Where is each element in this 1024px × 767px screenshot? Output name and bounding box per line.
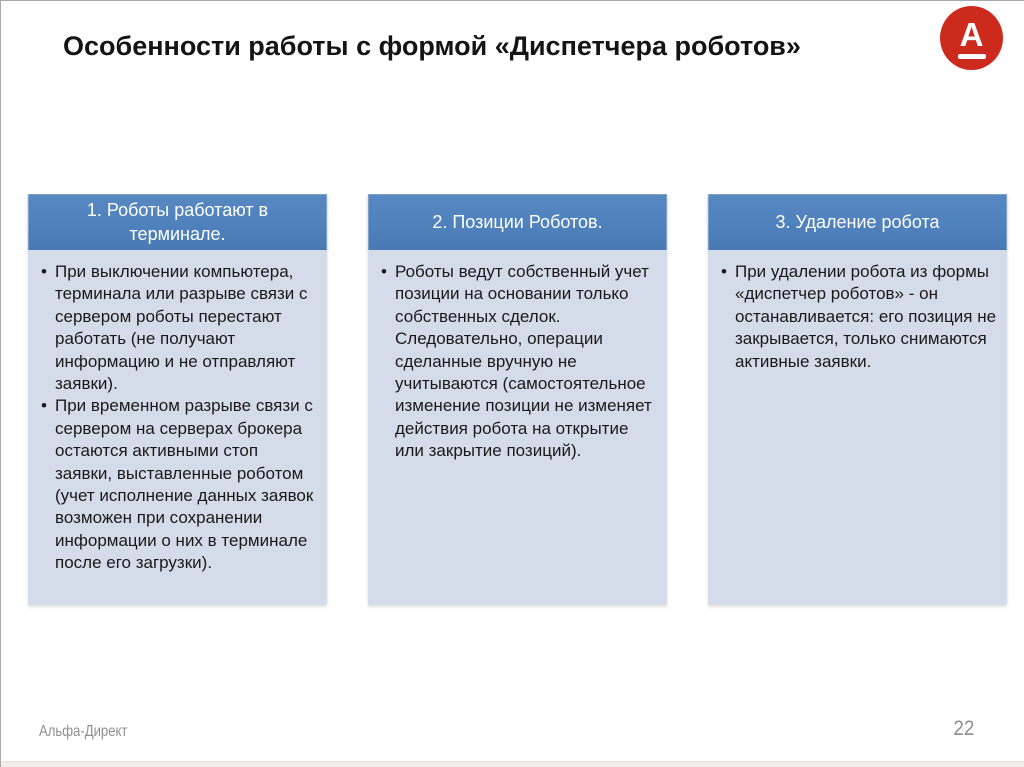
card-robot-deletion bbox=[708, 194, 1007, 605]
card-1-header: 1. Роботы работают в терминале. bbox=[28, 194, 327, 250]
bullet-item: • При удалении робота из формы «диспетчер роботов» - он останавливается: его позиция не закрывается, только снимаются активные заявки. bbox=[721, 261, 999, 373]
card-1-bullet-list bbox=[41, 261, 319, 575]
card-2-body bbox=[368, 250, 667, 605]
card-robots-in-terminal bbox=[28, 194, 327, 605]
card-robot-positions bbox=[368, 194, 667, 605]
card-2-header: 2. Позиции Роботов. bbox=[368, 194, 667, 250]
page-number: 22 bbox=[952, 717, 974, 740]
card-3-header: 3. Удаление робота bbox=[708, 194, 1007, 250]
card-2-bullet-list bbox=[381, 261, 659, 463]
card-1-body bbox=[28, 250, 327, 605]
logo-underline bbox=[958, 54, 986, 59]
card-3-bullet-list bbox=[721, 261, 999, 373]
bullet-item: • При временном разрыве связи с сервером на серверах брокера остаются активными стоп заявки, выставленные роботом (учет исполнение данных заявок возможен при сохранении информации о них в терминале после его загрузки). bbox=[41, 395, 319, 574]
card-3-body bbox=[708, 250, 1007, 605]
bullet-item: • Роботы ведут собственный учет позиции на основании только собственных сделок. Следовательно, операции сделанные вручную не учитываются (самостоятельное изменение позиции не изменяет действия робота на открытие или закрытие позиций). bbox=[381, 261, 659, 463]
footer-brand: Альфа-Директ bbox=[39, 723, 128, 740]
bullet-item: • При выключении компьютера, терминала или разрыве связи с сервером роботы перестают работать (не получают информацию и не отправляют заявки). bbox=[41, 261, 319, 395]
logo-letter: А bbox=[959, 15, 984, 53]
alfa-bank-logo-icon bbox=[940, 6, 1003, 70]
page-title: Особенности работы с формой «Диспетчера роботов» bbox=[63, 31, 801, 61]
